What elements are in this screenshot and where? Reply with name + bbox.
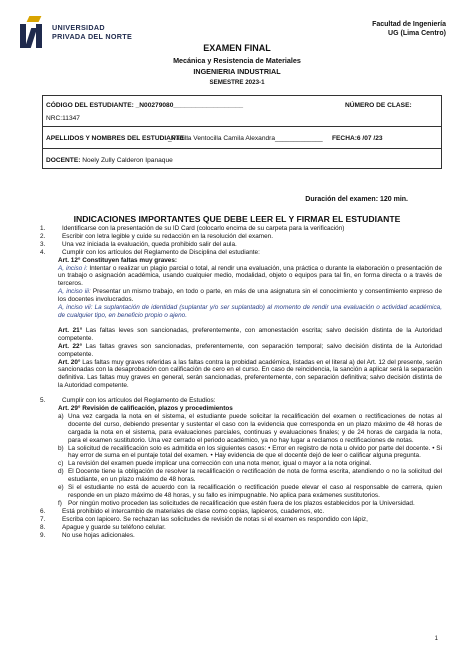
art29-title: Art. 29° Revisión de calificación, plazos y procedimientos xyxy=(58,405,233,413)
item-number: 7. xyxy=(40,515,46,523)
campus-name: UG (Lima Centro) xyxy=(388,30,446,37)
item-number: 1. xyxy=(40,225,46,232)
list-item xyxy=(40,516,442,524)
item-letter: a) xyxy=(58,412,64,420)
list-item xyxy=(40,484,442,500)
item-text: El Docente tiene la obligación de resolver la recalificación o rectificación de nota de forma escrita, atendiendo o no la solicitud del estudiante, en un plazo máximo de 48 horas. xyxy=(68,468,442,484)
instructions-body xyxy=(40,225,442,539)
item-number: 3. xyxy=(40,240,46,248)
item-text: No use hojas adicionales. xyxy=(62,531,135,539)
item-text: Identificarse con la presentación de su ID Card (colocarlo encima de su carpeta para la verificación) xyxy=(62,225,345,232)
item-text: Por ningún motivo proceden las solicitudes de recalificación que estén fuera de los plazos establecidos por la Universidad. xyxy=(68,499,415,507)
divider xyxy=(43,126,441,127)
art20-label: Art. 20° xyxy=(58,358,81,366)
item-number: 9. xyxy=(40,531,46,539)
art12-b xyxy=(40,288,442,304)
item-text: Está prohibido el intercambio de materiales de clase como copias, lapiceros, cuadernos, etc. xyxy=(62,507,325,515)
teacher xyxy=(46,157,173,164)
art21 xyxy=(40,327,442,343)
teacher-name: Noely Zully Calderon Ipanaque xyxy=(80,157,173,164)
art20 xyxy=(40,359,442,391)
item-text: Cumplir con los artículos del Reglamento de Disciplina del estudiante: xyxy=(62,248,260,256)
art12-a-label: A, inciso i: xyxy=(58,264,88,272)
item-letter: b) xyxy=(58,444,64,452)
item-text: Apague y guarde su teléfono celular. xyxy=(62,523,166,531)
list-item xyxy=(40,460,442,468)
faculty-name: Facultad de Ingeniería xyxy=(372,21,446,28)
university-name-line1: UNIVERSIDAD xyxy=(52,23,105,32)
list-item xyxy=(40,397,442,405)
university-name-line2: PRIVADA DEL NORTE xyxy=(52,32,133,41)
item-text: Escriba con lapicero. Se rechazan las solicitudes de revisión de notas si el examen es respondido con lápiz, xyxy=(62,515,368,523)
faculty-block xyxy=(372,20,446,38)
course-name: Mecánica y Resistencia de Materiales xyxy=(173,56,301,65)
exam-title: EXAMEN FINAL xyxy=(203,43,271,53)
list-item xyxy=(40,524,442,532)
art12-c: A, inciso vii: La suplantación de identidad (suplantar y/o ser suplantado) al momento de rendir una evaluación o actividad académica, de cualquier tipo, en beneficio propio o ajeno. xyxy=(58,304,442,319)
item-text: Una vez cargada la nota en el sistema, el estudiante puede solicitar la recalificación del examen o rectificaciones de notas al docente del curso, debiendo presentar y sustentar el caso con la evidencia que corresponda en un plazo máximo de 48 horas de cargada la nota en el sistema, para evaluaciones parciales, continuas y evaluaciones finales; y de 24 horas de cargada la nota, para el examen sustitutorio. Una vez cerrado el periodo académico, ya no hay lugar a reclamos o rectificaciones de notas. xyxy=(68,412,442,444)
item-number: 8. xyxy=(40,523,46,531)
art12-b-label: A, inciso iii: xyxy=(58,288,91,296)
art22-text: Las faltas graves son sancionadas, preferentemente, con separación temporal; salvo decisión distinta de la Autoridad competente. xyxy=(58,342,442,358)
item-text: Una vez iniciada la evaluación, queda prohibido salir del aula. xyxy=(62,240,237,248)
item-text: Escribir con letra legible y cuide su redacción en la resolución del examen. xyxy=(62,232,274,240)
art21-label: Art. 21° xyxy=(58,326,83,334)
nrc: NRC:11347 xyxy=(46,115,80,122)
list-item xyxy=(40,500,442,508)
art22-label: Art. 22° xyxy=(58,342,83,350)
list-item xyxy=(40,241,442,249)
page-number: 1 xyxy=(434,636,438,642)
item-number: 2. xyxy=(40,232,46,240)
item-letter: f) xyxy=(58,499,62,507)
item-text: Cumplir con los artículos del Reglamento de Estudios: xyxy=(62,397,216,405)
list-item xyxy=(40,225,442,233)
item-letter: e) xyxy=(58,484,64,492)
list-item xyxy=(40,468,442,484)
exam-duration: Duración del examen: 120 min. xyxy=(305,196,408,203)
item-number: 5. xyxy=(40,397,46,405)
university-name xyxy=(52,23,132,41)
program-name: INGENIERIA INDUSTRIAL xyxy=(193,67,281,76)
list-item xyxy=(40,249,442,257)
list-item xyxy=(40,233,442,241)
student-names-label: APELLIDOS Y NOMBRES DEL ESTUDIANTE : xyxy=(46,135,189,142)
art21-text: Las faltas leves son sancionadas, preferentemente, con amonestación escrita; salvo decisión distinta de la Autoridad competente. xyxy=(58,326,443,342)
student-info-box xyxy=(42,95,442,169)
item-number: 6. xyxy=(40,507,46,515)
list-item xyxy=(40,508,442,516)
art12-b-text: Presentar un mismo trabajo, en todo o parte, en más de una asignatura sin el conocimiento y consentimiento expreso de los docentes involucrados. xyxy=(58,288,443,304)
item-text: La revisión del examen puede implicar una corrección con una nota menor, igual o mayor a la nota original. xyxy=(68,460,372,468)
class-number-label: NÚMERO DE CLASE: xyxy=(345,102,412,109)
list-item xyxy=(40,445,442,461)
item-text: La solicitud de recalificación solo es admitida en los siguientes casos: • Error en registro de nota u olvido por parte del docente. • Si hay error de suma en el puntaje total del examen. • Hay evidencia de que el docente dejó de leer o calificar alguna pregunta. xyxy=(68,444,442,460)
art12-a-text: Intentar o realizar un plagio parcial o total, al rendir una evaluación, una práctica o durante la elaboración o presentación de un trabajo o asignación académica, usando cualquier medio, modalidad, objeto o equipos para tal fin, en forma directa o a través de terceros. xyxy=(58,264,442,288)
item-letter: d) xyxy=(58,468,64,476)
semester: SEMESTRE 2023-1 xyxy=(209,79,265,86)
list-item xyxy=(40,413,442,445)
item-number: 4. xyxy=(40,248,46,256)
instructions-title: INDICACIONES IMPORTANTES QUE DEBE LEER EL Y FIRMAR EL ESTUDIANTE xyxy=(73,214,401,224)
exam-date: FECHA:6 /07 /23 xyxy=(332,135,383,142)
student-names-value: _Padilla Ventocilla Camila Alexandra_____________ xyxy=(168,135,323,142)
divider xyxy=(43,148,441,149)
art12-a xyxy=(40,265,442,289)
item-text: Si el estudiante no está de acuerdo con la recalificación o rectificación puede elevar el caso al responsable de carrera, quien responde en un plazo máximo de 48 horas, y su fallo es inimpugnable. No aplica para exámenes sustitutorios. xyxy=(68,484,442,499)
art12-title: Art. 12° Constituyen faltas muy graves: xyxy=(58,256,178,264)
art20-text: Las faltas muy graves referidas a las faltas contra la probidad académica, listadas en el literal a) del Art. 12 del presente, serán sancionadas con la desaprobación con calificación de cero en el curso. En caso de reincidencia, la sanción a aplicar será la separación definitiva. Las faltas muy graves en general, serán sancionadas, preferentemente, con separación definitiva; salvo decisión distinta de la Autoridad competente. xyxy=(58,358,442,390)
art22 xyxy=(40,343,442,359)
teacher-label: DOCENTE: xyxy=(46,157,81,164)
list-item xyxy=(40,532,442,540)
item-letter: c) xyxy=(58,460,64,468)
student-code: CÓDIGO DEL ESTUDIANTE: _N00279080___________________ xyxy=(46,102,244,109)
